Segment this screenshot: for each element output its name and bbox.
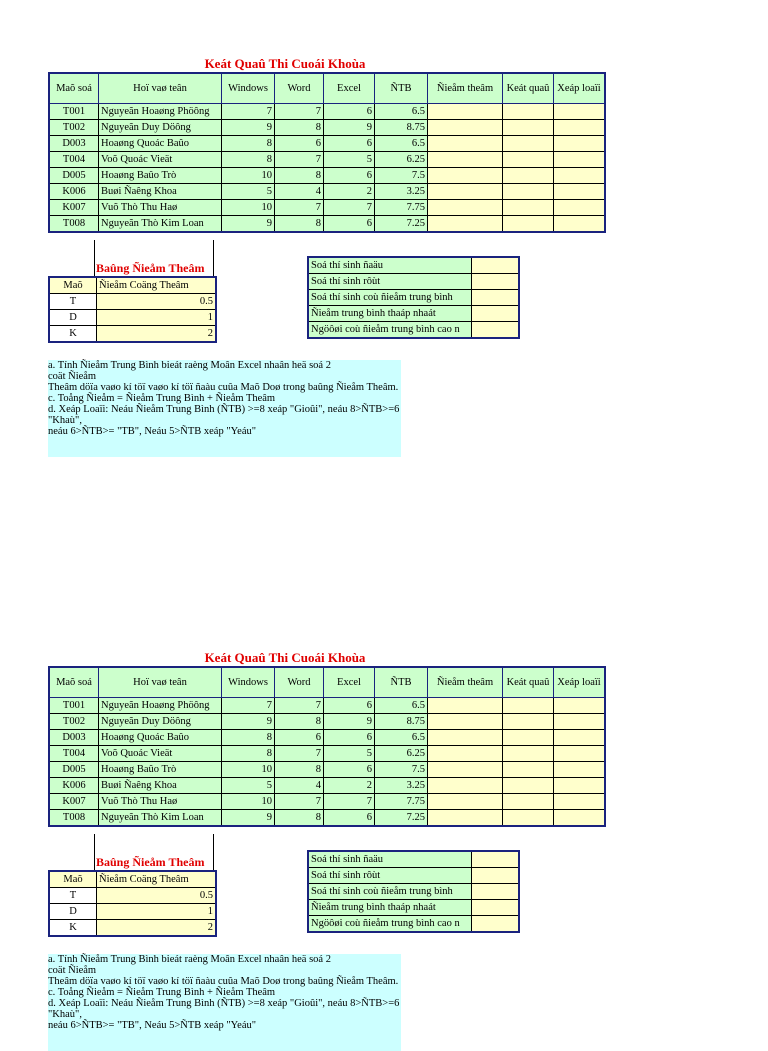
student-id-cell[interactable]: D003 — [49, 730, 99, 746]
bonus-cell[interactable] — [428, 168, 503, 184]
student-name-cell[interactable]: Hoaøng Quoác Baûo — [99, 730, 222, 746]
word-score-cell[interactable]: 6 — [275, 136, 324, 152]
table-row — [49, 888, 216, 904]
excel-score-cell[interactable]: 6 — [324, 168, 375, 184]
column-header[interactable]: Excel — [324, 667, 375, 698]
bonus-code-header[interactable]: Maõ — [49, 277, 97, 294]
bonus-cell[interactable] — [428, 730, 503, 746]
result-cell[interactable] — [503, 778, 554, 794]
statistic-value-cell[interactable] — [472, 916, 520, 933]
instruction-line: d. Xeáp Loaïi: Neáu Ñieåm Trung Bình (ÑTB) >=8 xeáp "Gioûi", neáu 8>ÑTB>=6 "Khaù", — [48, 998, 400, 1020]
word-score-cell[interactable]: 8 — [275, 216, 324, 233]
bonus-value-cell[interactable]: 1 — [97, 310, 217, 326]
statistic-label-cell[interactable]: Soá thí sinh ñaäu — [308, 851, 472, 868]
windows-score-cell[interactable]: 9 — [222, 810, 275, 827]
table-row — [49, 310, 216, 326]
rank-cell[interactable] — [554, 200, 606, 216]
grid-line — [94, 834, 95, 870]
instruction-line: Theâm döïa vaøo kí töï vaøo kí töï ñaàu cuûa Maõ Doø trong baûng Ñieåm Theâm. — [48, 382, 399, 393]
table-row — [49, 794, 605, 810]
bonus-cell[interactable] — [428, 794, 503, 810]
statistic-value-cell[interactable] — [472, 306, 520, 322]
table-row — [49, 778, 605, 794]
excel-score-cell[interactable]: 5 — [324, 152, 375, 168]
column-header[interactable]: Excel — [324, 73, 375, 104]
bonus-code-cell[interactable]: D — [49, 310, 97, 326]
windows-score-cell[interactable]: 9 — [222, 120, 275, 136]
table-row — [308, 900, 519, 916]
table-row — [49, 136, 605, 152]
windows-score-cell[interactable]: 10 — [222, 762, 275, 778]
bonus-code-cell[interactable]: T — [49, 294, 97, 310]
rank-cell[interactable] — [554, 104, 606, 120]
excel-score-cell[interactable]: 6 — [324, 698, 375, 714]
bonus-cell[interactable] — [428, 152, 503, 168]
word-score-cell[interactable]: 7 — [275, 698, 324, 714]
word-score-cell[interactable]: 7 — [275, 794, 324, 810]
average-cell[interactable]: 8.75 — [375, 120, 428, 136]
results-table — [48, 666, 606, 827]
bonus-code-cell[interactable]: D — [49, 904, 97, 920]
word-score-cell[interactable]: 8 — [275, 762, 324, 778]
rank-cell[interactable] — [554, 794, 606, 810]
instruction-line: a. Tính Ñieåm Trung Bình bieát raèng Moân Excel nhaân heä soá 2 — [48, 360, 331, 371]
excel-score-cell[interactable]: 9 — [324, 120, 375, 136]
excel-score-cell[interactable]: 2 — [324, 184, 375, 200]
student-name-cell[interactable]: Voõ Quoác Vieät — [99, 746, 222, 762]
student-id-cell[interactable]: K007 — [49, 200, 99, 216]
table-row — [49, 294, 216, 310]
student-name-cell[interactable]: Nguyeãn Hoaøng Phöông — [99, 104, 222, 120]
student-name-cell[interactable]: Nguyeãn Thò Kim Loan — [99, 216, 222, 233]
table-row — [49, 730, 605, 746]
windows-score-cell[interactable]: 7 — [222, 698, 275, 714]
statistic-label-cell[interactable]: Soá thí sinh coù ñieåm trung bình — [308, 290, 472, 306]
average-cell[interactable]: 6.25 — [375, 152, 428, 168]
instruction-line: c. Toång Ñieåm = Ñieåm Trung Bình + Ñieåm Theâm — [48, 393, 276, 404]
table-row — [49, 810, 605, 827]
bonus-value-cell[interactable]: 1 — [97, 904, 217, 920]
rank-cell[interactable] — [554, 778, 606, 794]
word-score-cell[interactable]: 8 — [275, 714, 324, 730]
result-cell[interactable] — [503, 698, 554, 714]
student-name-cell[interactable]: Nguyeãn Duy Döông — [99, 714, 222, 730]
student-name-cell[interactable]: Vuõ Thò Thu Haø — [99, 794, 222, 810]
instructions-box — [48, 954, 401, 1051]
table-row — [308, 274, 519, 290]
bonus-value-cell[interactable]: 2 — [97, 920, 217, 937]
table-row — [49, 920, 216, 937]
excel-score-cell[interactable]: 6 — [324, 810, 375, 827]
windows-score-cell[interactable]: 8 — [222, 730, 275, 746]
average-cell[interactable]: 7.25 — [375, 810, 428, 827]
worksheet-top — [0, 0, 768, 460]
table-row — [308, 851, 519, 868]
statistics-table — [307, 850, 520, 933]
result-cell[interactable] — [503, 216, 554, 233]
student-id-cell[interactable]: T001 — [49, 104, 99, 120]
table-row — [49, 152, 605, 168]
bonus-cell[interactable] — [428, 810, 503, 827]
rank-cell[interactable] — [554, 136, 606, 152]
column-header[interactable]: Maõ soá — [49, 73, 99, 104]
windows-score-cell[interactable]: 7 — [222, 104, 275, 120]
average-cell[interactable]: 7.75 — [375, 794, 428, 810]
bonus-code-cell[interactable]: K — [49, 920, 97, 937]
student-id-cell[interactable]: D005 — [49, 762, 99, 778]
excel-score-cell[interactable]: 6 — [324, 216, 375, 233]
bonus-cell[interactable] — [428, 698, 503, 714]
result-cell[interactable] — [503, 104, 554, 120]
column-header[interactable]: Ñieåm theâm — [428, 73, 503, 104]
rank-cell[interactable] — [554, 184, 606, 200]
average-cell[interactable]: 3.25 — [375, 778, 428, 794]
rank-cell[interactable] — [554, 120, 606, 136]
average-cell[interactable]: 8.75 — [375, 714, 428, 730]
bonus-table — [48, 276, 217, 343]
result-cell[interactable] — [503, 120, 554, 136]
results-header-row — [49, 667, 605, 698]
average-cell[interactable]: 7.5 — [375, 762, 428, 778]
bonus-value-header[interactable]: Ñieåm Coäng Theâm — [97, 871, 217, 888]
column-header[interactable]: Hoï vaø teân — [99, 73, 222, 104]
table-row — [308, 916, 519, 933]
average-cell[interactable]: 6.5 — [375, 698, 428, 714]
table-row — [49, 326, 216, 343]
student-name-cell[interactable]: Voõ Quoác Vieät — [99, 152, 222, 168]
bonus-cell[interactable] — [428, 746, 503, 762]
word-score-cell[interactable]: 7 — [275, 152, 324, 168]
bonus-table — [48, 870, 217, 937]
result-cell[interactable] — [503, 136, 554, 152]
bonus-cell[interactable] — [428, 184, 503, 200]
table-row — [49, 216, 605, 233]
sheet-title: Keát Quaû Thi Cuoái Khoùa — [204, 56, 366, 71]
rank-cell[interactable] — [554, 746, 606, 762]
student-name-cell[interactable]: Hoaøng Baûo Trò — [99, 762, 222, 778]
bonus-value-cell[interactable]: 0.5 — [97, 294, 217, 310]
table-row — [49, 168, 605, 184]
statistic-value-cell[interactable] — [472, 290, 520, 306]
instruction-line: c. Toång Ñieåm = Ñieåm Trung Bình + Ñieåm Theâm — [48, 987, 276, 998]
student-name-cell[interactable]: Hoaøng Quoác Baûo — [99, 136, 222, 152]
word-score-cell[interactable]: 4 — [275, 778, 324, 794]
average-cell[interactable]: 6.25 — [375, 746, 428, 762]
excel-score-cell[interactable]: 6 — [324, 136, 375, 152]
word-score-cell[interactable]: 7 — [275, 746, 324, 762]
excel-score-cell[interactable]: 2 — [324, 778, 375, 794]
average-cell[interactable]: 6.5 — [375, 136, 428, 152]
result-cell[interactable] — [503, 714, 554, 730]
result-cell[interactable] — [503, 200, 554, 216]
bonus-cell[interactable] — [428, 216, 503, 233]
word-score-cell[interactable]: 8 — [275, 168, 324, 184]
windows-score-cell[interactable]: 8 — [222, 152, 275, 168]
windows-score-cell[interactable]: 5 — [222, 778, 275, 794]
result-cell[interactable] — [503, 168, 554, 184]
rank-cell[interactable] — [554, 714, 606, 730]
result-cell[interactable] — [503, 794, 554, 810]
student-name-cell[interactable]: Buøi Ñaêng Khoa — [99, 778, 222, 794]
statistic-value-cell[interactable] — [472, 868, 520, 884]
student-id-cell[interactable]: D003 — [49, 136, 99, 152]
grid-line — [213, 834, 214, 870]
student-id-cell[interactable]: T002 — [49, 120, 99, 136]
table-row — [49, 184, 605, 200]
average-cell[interactable]: 7.5 — [375, 168, 428, 184]
student-id-cell[interactable]: K007 — [49, 794, 99, 810]
windows-score-cell[interactable]: 10 — [222, 794, 275, 810]
grid-line — [94, 240, 95, 276]
student-id-cell[interactable]: T004 — [49, 152, 99, 168]
instruction-line: d. Xeáp Loaïi: Neáu Ñieåm Trung Bình (ÑTB) >=8 xeáp "Gioûi", neáu 8>ÑTB>=6 "Khaù", — [48, 404, 400, 426]
statistic-value-cell[interactable] — [472, 900, 520, 916]
average-cell[interactable]: 6.5 — [375, 104, 428, 120]
table-row — [49, 714, 605, 730]
average-cell[interactable]: 7.25 — [375, 216, 428, 233]
result-cell[interactable] — [503, 730, 554, 746]
bonus-cell[interactable] — [428, 200, 503, 216]
column-header[interactable]: Maõ soá — [49, 667, 99, 698]
word-score-cell[interactable]: 7 — [275, 104, 324, 120]
student-name-cell[interactable]: Nguyeãn Thò Kim Loan — [99, 810, 222, 827]
excel-score-cell[interactable]: 6 — [324, 762, 375, 778]
word-score-cell[interactable]: 8 — [275, 120, 324, 136]
result-cell[interactable] — [503, 152, 554, 168]
column-header[interactable]: Windows — [222, 73, 275, 104]
table-row — [308, 884, 519, 900]
bonus-code-cell[interactable]: K — [49, 326, 97, 343]
average-cell[interactable]: 7.75 — [375, 200, 428, 216]
table-row — [308, 868, 519, 884]
table-row — [49, 104, 605, 120]
column-header[interactable]: Keát quaû — [503, 73, 554, 104]
windows-score-cell[interactable]: 5 — [222, 184, 275, 200]
column-header[interactable]: Hoï vaø teân — [99, 667, 222, 698]
windows-score-cell[interactable]: 10 — [222, 200, 275, 216]
rank-cell[interactable] — [554, 152, 606, 168]
statistic-value-cell[interactable] — [472, 851, 520, 868]
worksheet-bottom — [0, 594, 768, 1031]
bonus-code-header[interactable]: Maõ — [49, 871, 97, 888]
column-header[interactable]: Xeáp loaïi — [554, 73, 606, 104]
excel-score-cell[interactable]: 6 — [324, 730, 375, 746]
sheet-title: Keát Quaû Thi Cuoái Khoùa — [204, 650, 366, 665]
result-cell[interactable] — [503, 762, 554, 778]
excel-score-cell[interactable]: 6 — [324, 104, 375, 120]
windows-score-cell[interactable]: 9 — [222, 714, 275, 730]
column-header[interactable]: Windows — [222, 667, 275, 698]
table-row — [308, 257, 519, 274]
table-row — [49, 746, 605, 762]
column-header[interactable]: Word — [275, 667, 324, 698]
excel-score-cell[interactable]: 7 — [324, 794, 375, 810]
rank-cell[interactable] — [554, 168, 606, 184]
bonus-cell[interactable] — [428, 762, 503, 778]
table-row — [308, 290, 519, 306]
average-cell[interactable]: 6.5 — [375, 730, 428, 746]
bonus-cell[interactable] — [428, 714, 503, 730]
column-header[interactable]: ÑTB — [375, 73, 428, 104]
bonus-cell[interactable] — [428, 120, 503, 136]
bonus-header-row — [49, 277, 216, 294]
column-header[interactable]: Ñieåm theâm — [428, 667, 503, 698]
statistics-table — [307, 256, 520, 339]
table-row — [308, 306, 519, 322]
rank-cell[interactable] — [554, 810, 606, 827]
student-name-cell[interactable]: Hoaøng Baûo Trò — [99, 168, 222, 184]
result-cell[interactable] — [503, 184, 554, 200]
instruction-line: neáu 6>ÑTB>= "TB", Neáu 5>ÑTB xeáp "Yeáu" — [48, 1020, 257, 1031]
rank-cell[interactable] — [554, 762, 606, 778]
student-id-cell[interactable]: T004 — [49, 746, 99, 762]
bonus-value-header[interactable]: Ñieåm Coäng Theâm — [97, 277, 217, 294]
rank-cell[interactable] — [554, 216, 606, 233]
table-row — [49, 698, 605, 714]
result-cell[interactable] — [503, 810, 554, 827]
grid-line — [213, 240, 214, 276]
column-header[interactable]: Xeáp loaïi — [554, 667, 606, 698]
student-name-cell[interactable]: Nguyeãn Hoaøng Phöông — [99, 698, 222, 714]
table-row — [49, 904, 216, 920]
student-id-cell[interactable]: T002 — [49, 714, 99, 730]
column-header[interactable]: Word — [275, 73, 324, 104]
statistic-label-cell[interactable]: Soá thí sinh rôùt — [308, 868, 472, 884]
word-score-cell[interactable]: 4 — [275, 184, 324, 200]
bonus-cell[interactable] — [428, 778, 503, 794]
student-id-cell[interactable]: K006 — [49, 778, 99, 794]
column-header[interactable]: ÑTB — [375, 667, 428, 698]
word-score-cell[interactable]: 6 — [275, 730, 324, 746]
table-row — [49, 200, 605, 216]
word-score-cell[interactable]: 7 — [275, 200, 324, 216]
statistic-value-cell[interactable] — [472, 322, 520, 339]
instructions-box — [48, 360, 401, 457]
windows-score-cell[interactable]: 8 — [222, 746, 275, 762]
instruction-line: a. Tính Ñieåm Trung Bình bieát raèng Moân Excel nhaân heä soá 2 — [48, 954, 331, 965]
statistic-label-cell[interactable]: Ñieåm trung bình thaáp nhaát — [308, 306, 472, 322]
bonus-code-cell[interactable]: T — [49, 888, 97, 904]
word-score-cell[interactable]: 8 — [275, 810, 324, 827]
bonus-table-title: Baûng Ñieåm Theâm — [96, 261, 205, 275]
student-name-cell[interactable]: Nguyeãn Duy Döông — [99, 120, 222, 136]
results-table — [48, 72, 606, 233]
windows-score-cell[interactable]: 10 — [222, 168, 275, 184]
column-header[interactable]: Keát quaû — [503, 667, 554, 698]
instruction-line: neáu 6>ÑTB>= "TB", Neáu 5>ÑTB xeáp "Yeáu" — [48, 426, 257, 437]
instruction-line: Theâm döïa vaøo kí töï vaøo kí töï ñaàu cuûa Maõ Doø trong baûng Ñieåm Theâm. — [48, 976, 399, 987]
table-row — [49, 762, 605, 778]
table-row — [308, 322, 519, 339]
excel-score-cell[interactable]: 9 — [324, 714, 375, 730]
bonus-cell[interactable] — [428, 136, 503, 152]
statistic-label-cell[interactable]: Soá thí sinh ñaäu — [308, 257, 472, 274]
statistic-label-cell[interactable]: Soá thí sinh rôùt — [308, 274, 472, 290]
windows-score-cell[interactable]: 9 — [222, 216, 275, 233]
results-header-row — [49, 73, 605, 104]
average-cell[interactable]: 3.25 — [375, 184, 428, 200]
statistic-label-cell[interactable]: Ñieåm trung bình thaáp nhaát — [308, 900, 472, 916]
student-id-cell[interactable]: T001 — [49, 698, 99, 714]
rank-cell[interactable] — [554, 730, 606, 746]
statistic-label-cell[interactable]: Ngöôøi coù ñieåm trung bình cao n — [308, 322, 472, 339]
statistic-label-cell[interactable]: Soá thí sinh coù ñieåm trung bình — [308, 884, 472, 900]
statistic-value-cell[interactable] — [472, 884, 520, 900]
student-id-cell[interactable]: T008 — [49, 810, 99, 827]
excel-score-cell[interactable]: 7 — [324, 200, 375, 216]
student-id-cell[interactable]: D005 — [49, 168, 99, 184]
bonus-header-row — [49, 871, 216, 888]
statistic-value-cell[interactable] — [472, 257, 520, 274]
windows-score-cell[interactable]: 8 — [222, 136, 275, 152]
student-id-cell[interactable]: K006 — [49, 184, 99, 200]
excel-score-cell[interactable]: 5 — [324, 746, 375, 762]
instruction-line: coät Ñieåm — [48, 371, 97, 382]
bonus-cell[interactable] — [428, 104, 503, 120]
bonus-value-cell[interactable]: 2 — [97, 326, 217, 343]
rank-cell[interactable] — [554, 698, 606, 714]
bonus-value-cell[interactable]: 0.5 — [97, 888, 217, 904]
statistic-value-cell[interactable] — [472, 274, 520, 290]
statistic-label-cell[interactable]: Ngöôøi coù ñieåm trung bình cao n — [308, 916, 472, 933]
bonus-table-title: Baûng Ñieåm Theâm — [96, 855, 205, 869]
result-cell[interactable] — [503, 746, 554, 762]
instruction-line: coät Ñieåm — [48, 965, 97, 976]
table-row — [49, 120, 605, 136]
student-name-cell[interactable]: Vuõ Thò Thu Haø — [99, 200, 222, 216]
student-name-cell[interactable]: Buøi Ñaêng Khoa — [99, 184, 222, 200]
student-id-cell[interactable]: T008 — [49, 216, 99, 233]
